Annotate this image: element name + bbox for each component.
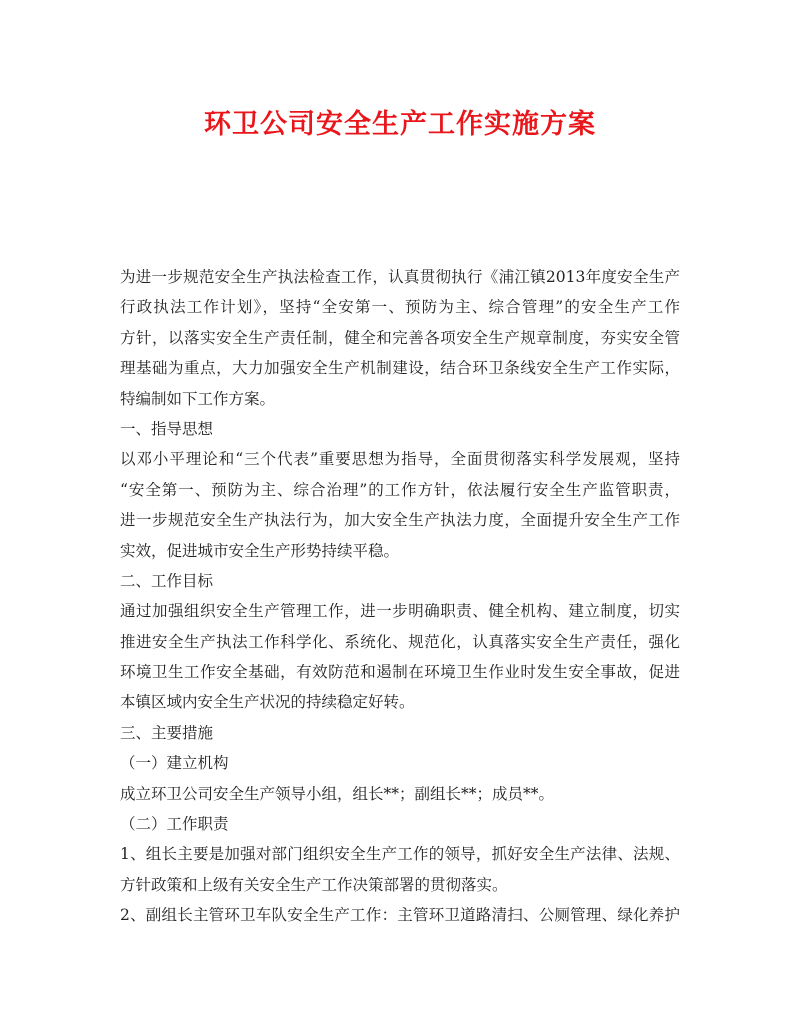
- text-line: （一）建立机构: [120, 754, 229, 773]
- text-line: 本镇区域内安全生产状况的持续稳定好转。: [120, 693, 415, 712]
- text-line: 二、工作目标: [120, 571, 214, 590]
- text-line: 实效，促进城市安全生产形势持续平稳。: [120, 541, 400, 560]
- text-line: 为进一步规范安全生产执法检查工作，认真贯彻执行《浦江镇2013年度安全生产: [120, 268, 680, 286]
- text-line: （二）工作职责: [120, 815, 229, 834]
- text-line: 行政执法工作计划》，坚持“全安第一、预防为主、综合管理”的安全生产工作: [120, 298, 680, 317]
- text-line: 1、组长主要是加强对部门组织安全生产工作的领导，抓好安全生产法律、法规、: [120, 845, 680, 864]
- text-line: 方针政策和上级有关安全生产工作决策部署的贯彻落实。: [120, 875, 508, 894]
- text-line: 推进安全生产执法工作科学化、系统化、规范化，认真落实安全生产责任，强化: [120, 632, 680, 651]
- text-line: 特编制如下工作方案。: [120, 389, 276, 408]
- text-line: 一、指导思想: [120, 419, 214, 438]
- text-line: 三、主要措施: [120, 723, 214, 742]
- text-line: 以邓小平理论和“三个代表”重要思想为指导，全面贯彻落实科学发展观，坚持: [120, 450, 680, 469]
- text-line: 2、副组长主管环卫车队安全生产工作：主管环卫道路清扫、公厕管理、绿化养护: [120, 906, 680, 925]
- text-line: 理基础为重点，大力加强安全生产机制建设，结合环卫条线安全生产工作实际，: [120, 359, 680, 378]
- text-line: “安全第一、预防为主、综合治理”的工作方针，依法履行安全生产监管职责，: [120, 480, 680, 499]
- text-line: 进一步规范安全生产执法行为，加大安全生产执法力度，全面提升安全生产工作: [120, 511, 680, 530]
- document-body: [120, 262, 680, 931]
- text-line: 环境卫生工作安全基础，有效防范和遏制在环境卫生作业时发生安全事故，促进: [120, 663, 680, 682]
- text-line: 成立环卫公司安全生产领导小组，组长**；副组长**；成员**。: [120, 784, 555, 803]
- text-line: 方针，以落实安全生产责任制，健全和完善各项安全生产规章制度，夯实安全管: [120, 328, 680, 347]
- text-line: 通过加强组织安全生产管理工作，进一步明确职责、健全机构、建立制度，切实: [120, 602, 680, 621]
- document-title: 环卫公司安全生产工作实施方案: [204, 109, 596, 140]
